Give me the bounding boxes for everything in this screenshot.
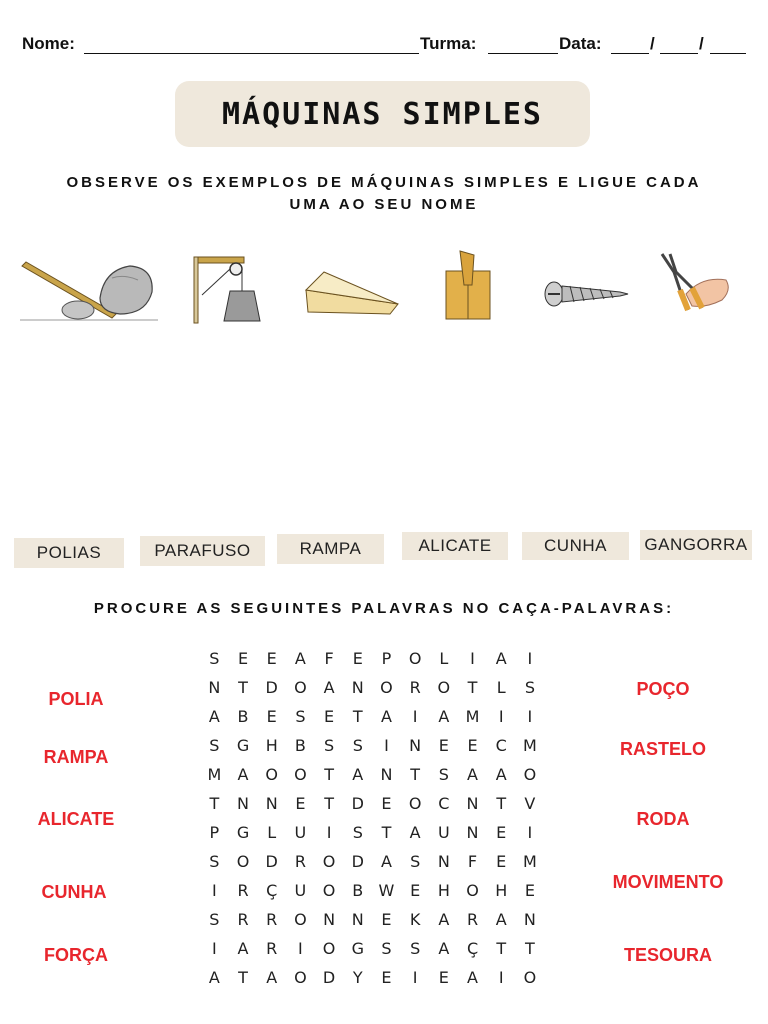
grid-letter[interactable]: N (323, 910, 336, 929)
grid-letter[interactable]: P (381, 649, 392, 668)
grid-letter[interactable]: H (495, 881, 508, 900)
label-alicate[interactable] (402, 532, 508, 560)
grid-letter[interactable]: N (437, 852, 450, 871)
grid-row (200, 735, 544, 764)
grid-letter[interactable]: S (438, 765, 449, 784)
pulley-icon (190, 255, 268, 325)
grid-letter[interactable]: N (351, 910, 364, 929)
grid-row (200, 822, 544, 851)
label-text: PARAFUSO (154, 541, 251, 560)
year-blank[interactable] (710, 53, 746, 54)
grid-letter[interactable]: E (324, 707, 335, 726)
grid-letter[interactable]: H (265, 736, 278, 755)
grid-row (200, 677, 544, 706)
grid-letter[interactable]: I (412, 968, 418, 987)
grid-letter[interactable]: T (324, 765, 334, 784)
page-title: MÁQUINAS SIMPLES (222, 96, 543, 132)
grid-letter[interactable]: R (237, 881, 249, 900)
grid-letter[interactable]: O (294, 678, 307, 697)
grid-letter[interactable]: E (438, 736, 449, 755)
grid-letter[interactable]: I (298, 939, 303, 958)
instruction-line: UMA AO SEU NOME (289, 196, 479, 213)
word-to-find: CUNHA (41, 882, 107, 902)
word-to-find: POLIA (48, 689, 104, 709)
grid-letter[interactable]: R (409, 678, 421, 697)
grid-letter[interactable]: T (410, 765, 421, 784)
grid-letter[interactable]: A (237, 939, 249, 958)
grid-letter[interactable]: T (238, 678, 248, 697)
grid-letter[interactable]: N (466, 823, 479, 842)
section2-instruction: PROCURE AS SEGUINTES PALAVRAS NO CAÇA-PALAVRAS: (93, 600, 675, 617)
grid-letter[interactable]: B (294, 736, 306, 755)
grid-letter[interactable]: G (236, 823, 250, 842)
label-text: ALICATE (418, 536, 492, 555)
grid-letter[interactable]: R (466, 910, 479, 929)
grid-letter[interactable]: O (408, 794, 422, 813)
grid-letter[interactable]: Ç (466, 939, 479, 958)
grid-letter[interactable]: T (467, 678, 478, 697)
grid-letter[interactable]: E (381, 910, 392, 929)
grid-row (200, 967, 544, 996)
grid-letter[interactable]: V (524, 794, 536, 813)
grid-letter[interactable]: I (498, 968, 504, 987)
grid-letter[interactable]: I (527, 649, 533, 668)
grid-letter[interactable]: M (207, 765, 222, 784)
grid-letter[interactable]: E (467, 736, 478, 755)
word-to-find: ALICATE (37, 809, 115, 829)
grid-letter[interactable]: E (496, 823, 507, 842)
grid-row (200, 706, 544, 735)
grid-letter[interactable]: O (294, 968, 307, 987)
grid-row (200, 909, 544, 938)
screw-icon (540, 276, 630, 312)
word-to-find: TESOURA (623, 945, 712, 965)
grid-letter[interactable]: A (323, 678, 335, 697)
grid-letter[interactable]: N (466, 794, 479, 813)
grid-letter[interactable]: O (466, 881, 479, 900)
grid-letter[interactable]: S (352, 823, 363, 842)
month-blank[interactable] (660, 53, 698, 54)
grid-letter[interactable]: T (352, 707, 363, 726)
grid-row (200, 851, 544, 880)
name-label: Nome: (22, 34, 75, 53)
grid-letter[interactable]: S (209, 736, 220, 755)
grid-letter[interactable]: N (265, 794, 278, 813)
grid-letter[interactable]: E (266, 707, 277, 726)
grid-letter[interactable]: O (236, 852, 250, 871)
grid-letter[interactable]: S (352, 736, 363, 755)
label-text: GANGORRA (644, 535, 748, 554)
name-blank[interactable] (84, 53, 419, 54)
grid-letter[interactable]: I (470, 649, 475, 668)
grid-letter[interactable]: R (237, 910, 249, 929)
grid-letter[interactable]: D (351, 852, 364, 871)
grid-letter[interactable]: E (410, 881, 421, 900)
label-text: RAMPA (299, 539, 362, 558)
grid-letter[interactable]: E (237, 649, 249, 668)
word-to-find: RASTELO (619, 739, 706, 759)
grid-letter[interactable]: L (439, 649, 449, 668)
grid-letter[interactable]: T (525, 939, 535, 958)
grid-letter[interactable]: M (465, 707, 480, 726)
grid-letter[interactable]: L (496, 678, 506, 697)
grid-letter[interactable]: R (266, 939, 278, 958)
class-label: Turma: (420, 34, 477, 53)
grid-letter[interactable]: E (496, 852, 507, 871)
instruction-line: OBSERVE OS EXEMPLOS DE MÁQUINAS SIMPLES E LIGUE CADA (66, 174, 702, 191)
label-text: CUNHA (544, 536, 607, 555)
word-to-find: RODA (636, 809, 690, 829)
grid-letter[interactable]: S (410, 939, 421, 958)
grid-letter[interactable]: I (498, 707, 504, 726)
grid-row (200, 648, 544, 677)
grid-letter[interactable]: A (208, 707, 220, 726)
grid-letter[interactable]: D (322, 968, 336, 987)
grid-letter[interactable]: A (467, 968, 478, 987)
grid-letter[interactable]: B (352, 881, 364, 900)
grid-letter[interactable]: E (438, 968, 449, 987)
grid-letter[interactable]: S (410, 852, 421, 871)
grid-letter[interactable]: I (211, 939, 217, 958)
word-to-find: POÇO (636, 679, 690, 699)
grid-letter[interactable]: A (380, 707, 392, 726)
grid-letter[interactable]: I (527, 823, 533, 842)
grid-letter[interactable]: T (324, 794, 334, 813)
word-search-grid (200, 648, 544, 996)
grid-letter[interactable]: S (381, 939, 392, 958)
grid-letter[interactable]: S (524, 678, 535, 697)
grid-letter[interactable]: T (238, 968, 248, 987)
grid-letter[interactable]: T (381, 823, 392, 842)
grid-letter[interactable]: A (495, 765, 507, 784)
grid-letter[interactable]: Ç (266, 881, 278, 900)
date-slash: / (699, 34, 704, 53)
grid-letter[interactable]: U (294, 881, 307, 900)
grid-letter[interactable]: E (381, 794, 392, 813)
grid-letter[interactable]: A (352, 765, 364, 784)
grid-letter[interactable]: I (384, 736, 389, 755)
grid-letter[interactable]: R (294, 852, 306, 871)
grid-letter[interactable]: O (523, 968, 537, 987)
grid-letter[interactable]: E (295, 794, 306, 813)
label-parafuso[interactable] (140, 536, 265, 566)
grid-letter[interactable]: T (496, 939, 507, 958)
day-blank[interactable] (611, 53, 649, 54)
grid-letter[interactable]: C (438, 794, 450, 813)
grid-row (200, 764, 544, 793)
grid-letter[interactable]: N (409, 736, 422, 755)
grid-letter[interactable]: O (408, 649, 422, 668)
grid-letter[interactable]: S (209, 649, 220, 668)
ramp-icon (302, 268, 402, 318)
grid-letter[interactable]: L (267, 823, 277, 842)
grid-letter[interactable]: S (324, 736, 335, 755)
wedge-icon (440, 245, 496, 323)
grid-letter[interactable]: D (351, 794, 364, 813)
label-gangorra[interactable] (640, 530, 752, 560)
grid-letter[interactable]: Y (352, 968, 363, 987)
grid-letter[interactable]: O (437, 678, 451, 697)
grid-letter[interactable]: S (209, 852, 220, 871)
grid-letter[interactable]: M (523, 852, 537, 871)
grid-letter[interactable]: F (324, 649, 334, 668)
label-rampa[interactable] (277, 534, 384, 564)
header-fields (22, 34, 752, 58)
label-cunha[interactable] (522, 532, 629, 560)
grid-letter[interactable]: B (237, 707, 249, 726)
grid-letter[interactable]: A (266, 968, 278, 987)
grid-letter[interactable]: A (467, 765, 478, 784)
grid-letter[interactable]: I (412, 707, 418, 726)
grid-letter[interactable]: G (351, 939, 364, 958)
grid-letter[interactable]: I (211, 881, 217, 900)
grid-letter[interactable]: E (381, 968, 392, 987)
grid-letter[interactable]: A (409, 823, 421, 842)
section1-instruction (20, 172, 748, 216)
grid-letter[interactable]: I (326, 823, 332, 842)
pliers-icon (656, 250, 732, 316)
grid-letter[interactable]: S (295, 707, 306, 726)
grid-letter[interactable]: A (495, 649, 507, 668)
grid-letter[interactable]: N (237, 794, 250, 813)
date-slash: / (650, 34, 655, 53)
grid-letter[interactable]: E (524, 881, 535, 900)
grid-letter[interactable]: A (438, 707, 450, 726)
grid-letter[interactable]: A (438, 910, 450, 929)
word-to-find: FORÇA (44, 945, 108, 965)
grid-letter[interactable]: O (294, 910, 307, 929)
grid-letter[interactable]: D (265, 678, 278, 697)
grid-letter[interactable]: T (496, 794, 507, 813)
grid-letter[interactable]: T (209, 794, 220, 813)
grid-letter[interactable]: E (266, 649, 277, 668)
grid-letter[interactable]: U (437, 823, 450, 842)
class-blank[interactable] (488, 53, 558, 54)
grid-letter[interactable]: N (351, 678, 364, 697)
grid-letter[interactable]: O (294, 765, 307, 784)
grid-letter[interactable]: I (527, 707, 533, 726)
date-label: Data: (559, 34, 602, 53)
grid-letter[interactable]: D (265, 852, 278, 871)
grid-letter[interactable]: A (294, 649, 306, 668)
grid-letter[interactable]: S (209, 910, 220, 929)
grid-letter[interactable]: A (495, 910, 507, 929)
grid-letter[interactable]: O (523, 765, 537, 784)
grid-letter[interactable]: O (322, 881, 336, 900)
grid-letter[interactable]: O (322, 939, 336, 958)
grid-letter[interactable]: A (438, 939, 450, 958)
grid-letter[interactable]: O (265, 765, 279, 784)
grid-letter[interactable]: N (523, 910, 536, 929)
grid-letter[interactable]: E (352, 649, 363, 668)
grid-letter[interactable]: U (294, 823, 307, 842)
grid-letter[interactable]: A (237, 765, 249, 784)
lever-rock-icon (20, 258, 160, 324)
grid-letter[interactable]: P (209, 823, 220, 842)
grid-row (200, 793, 544, 822)
grid-letter[interactable]: W (378, 881, 395, 900)
grid-letter[interactable]: R (266, 910, 278, 929)
grid-letter[interactable]: M (523, 736, 537, 755)
grid-letter[interactable]: O (322, 852, 336, 871)
word-to-find: MOVIMENTO (612, 872, 724, 892)
grid-letter[interactable]: O (380, 678, 393, 697)
grid-letter[interactable]: F (467, 852, 478, 871)
grid-row (200, 938, 544, 967)
label-text: POLIAS (36, 543, 102, 562)
grid-letter[interactable]: K (409, 910, 421, 929)
grid-letter[interactable]: G (236, 736, 250, 755)
grid-letter[interactable]: N (380, 765, 393, 784)
label-polias[interactable] (14, 538, 124, 568)
grid-letter[interactable]: H (437, 881, 450, 900)
grid-letter[interactable]: A (380, 852, 392, 871)
word-to-find: RAMPA (43, 747, 109, 767)
title-banner (175, 81, 590, 147)
grid-letter[interactable]: C (495, 736, 507, 755)
grid-letter[interactable]: N (208, 678, 221, 697)
grid-row (200, 880, 544, 909)
grid-letter[interactable]: A (208, 968, 220, 987)
